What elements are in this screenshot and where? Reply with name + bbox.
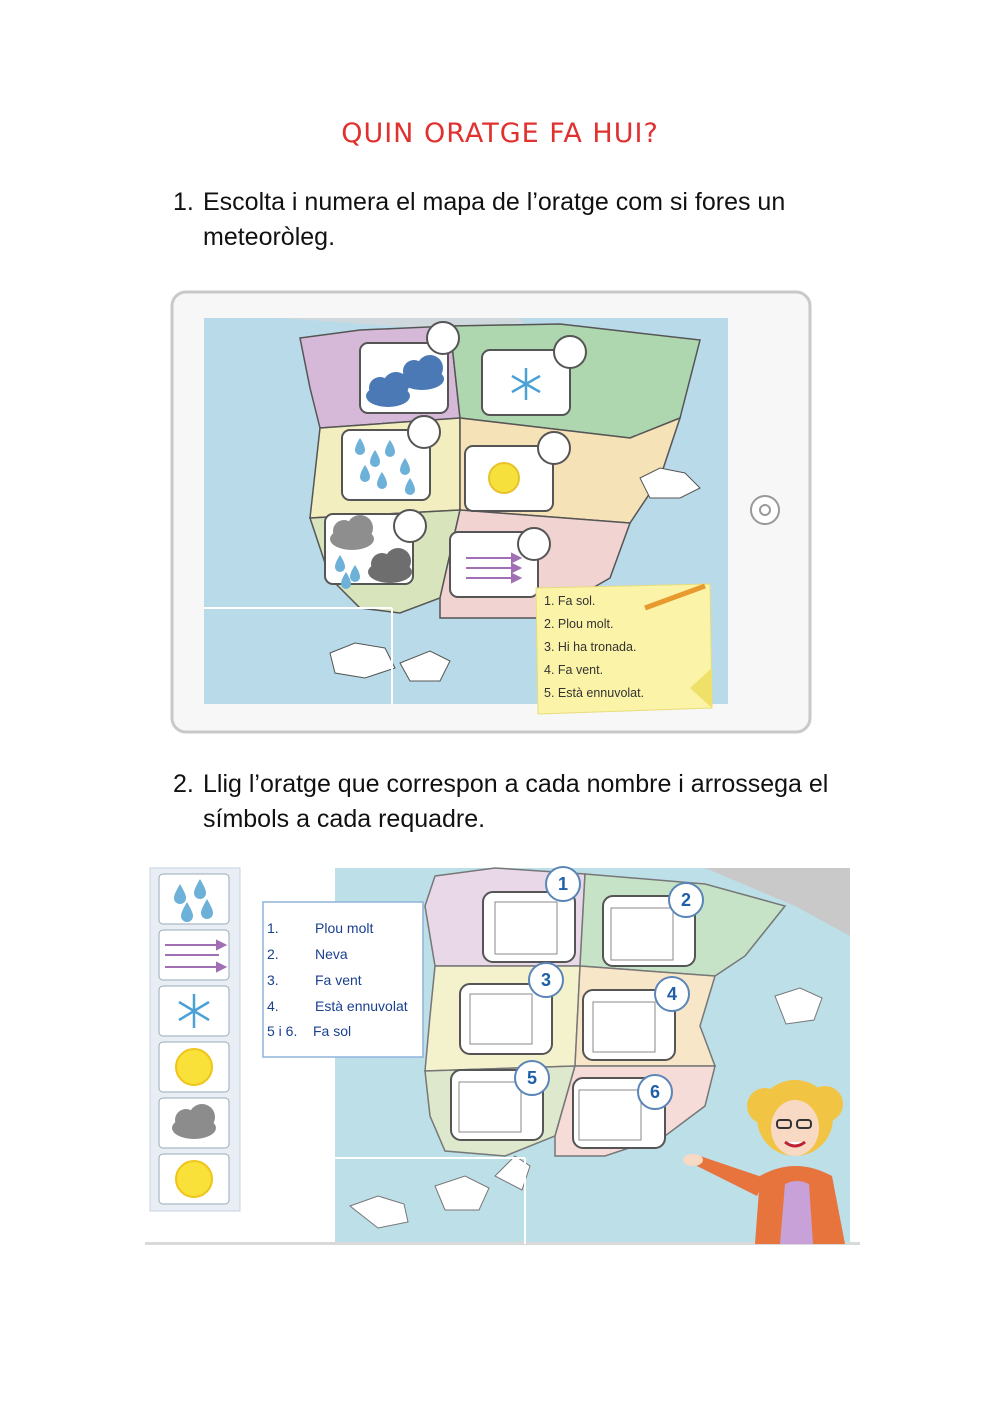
answer-circle[interactable] — [408, 416, 440, 448]
answer-circle[interactable] — [554, 336, 586, 368]
exercise-2-text: Llig l’oratge que correspon a cada nombre i arrossega el símbols a cada requadre. — [203, 770, 829, 833]
legend-label-5: Fa sol — [313, 1023, 352, 1039]
note-line-2: 2. Plou molt. — [544, 617, 614, 631]
note-line-4: 4. Fa vent. — [544, 663, 604, 677]
answer-circle[interactable] — [518, 528, 550, 560]
draggable-symbol-cloud[interactable] — [159, 1098, 229, 1148]
answer-circle[interactable] — [538, 432, 570, 464]
svg-text:1: 1 — [557, 874, 569, 894]
legend-num-4: 4. — [267, 998, 279, 1014]
note-line-1: 1. Fa sol. — [544, 594, 596, 608]
drag-drop-weather-map — [145, 866, 860, 1246]
exercise-1-text: Escolta i numera el mapa de l’oratge com si fores un meteoròleg. — [203, 188, 786, 251]
number-badge-2 — [669, 883, 703, 917]
draggable-symbol-snow[interactable] — [159, 986, 229, 1036]
legend-label-4: Està ennuvolat — [315, 998, 408, 1014]
sun-icon — [176, 1049, 212, 1085]
exercise-2-instruction — [173, 767, 873, 837]
weather-legend — [263, 902, 423, 1057]
draggable-symbol-rain[interactable] — [159, 874, 229, 924]
sun-icon — [176, 1161, 212, 1197]
map-card-wind — [450, 528, 550, 597]
answer-circle[interactable] — [427, 322, 459, 354]
draggable-symbol-sun[interactable] — [159, 1042, 229, 1092]
note-line-5: 5. Està ennuvolat. — [544, 686, 645, 700]
wind-icon — [165, 941, 225, 971]
answer-circle[interactable] — [394, 510, 426, 542]
map-card-storm — [325, 510, 426, 589]
number-badge-5 — [515, 1061, 549, 1095]
legend-num-5: 5 i 6. — [267, 1023, 298, 1039]
legend-label-1: Plou molt — [315, 920, 374, 936]
note-line-3: 3. Hi ha tronada. — [544, 640, 637, 654]
exercise-1-number: 1. — [173, 188, 194, 216]
draggable-symbol-sun-2[interactable] — [159, 1154, 229, 1204]
svg-text:4: 4 — [666, 984, 678, 1004]
svg-text:2: 2 — [680, 890, 692, 910]
legend-num-1: 1. — [267, 920, 279, 936]
page-title: QUIN ORATGE FA HUI? — [341, 118, 659, 149]
sun-icon — [489, 463, 519, 493]
wind-icon — [466, 554, 520, 582]
number-badge-3 — [529, 963, 563, 997]
legend-label-3: Fa vent — [315, 972, 362, 988]
legend-label-2: Neva — [315, 946, 348, 962]
svg-text:6: 6 — [649, 1082, 661, 1102]
legend-num-3: 3. — [267, 972, 279, 988]
number-badge-1 — [546, 867, 580, 901]
number-badge-4 — [655, 977, 689, 1011]
svg-text:3: 3 — [540, 970, 552, 990]
drop-zone-1[interactable] — [483, 892, 575, 962]
sticky-note — [536, 584, 712, 714]
legend-num-2: 2. — [267, 946, 279, 962]
svg-text:5: 5 — [526, 1068, 538, 1088]
draggable-symbol-wind[interactable] — [159, 930, 229, 980]
number-badge-6 — [638, 1075, 672, 1109]
exercise-1-instruction — [173, 185, 873, 255]
tablet-weather-map — [160, 268, 825, 743]
exercise-2-number: 2. — [173, 770, 194, 798]
